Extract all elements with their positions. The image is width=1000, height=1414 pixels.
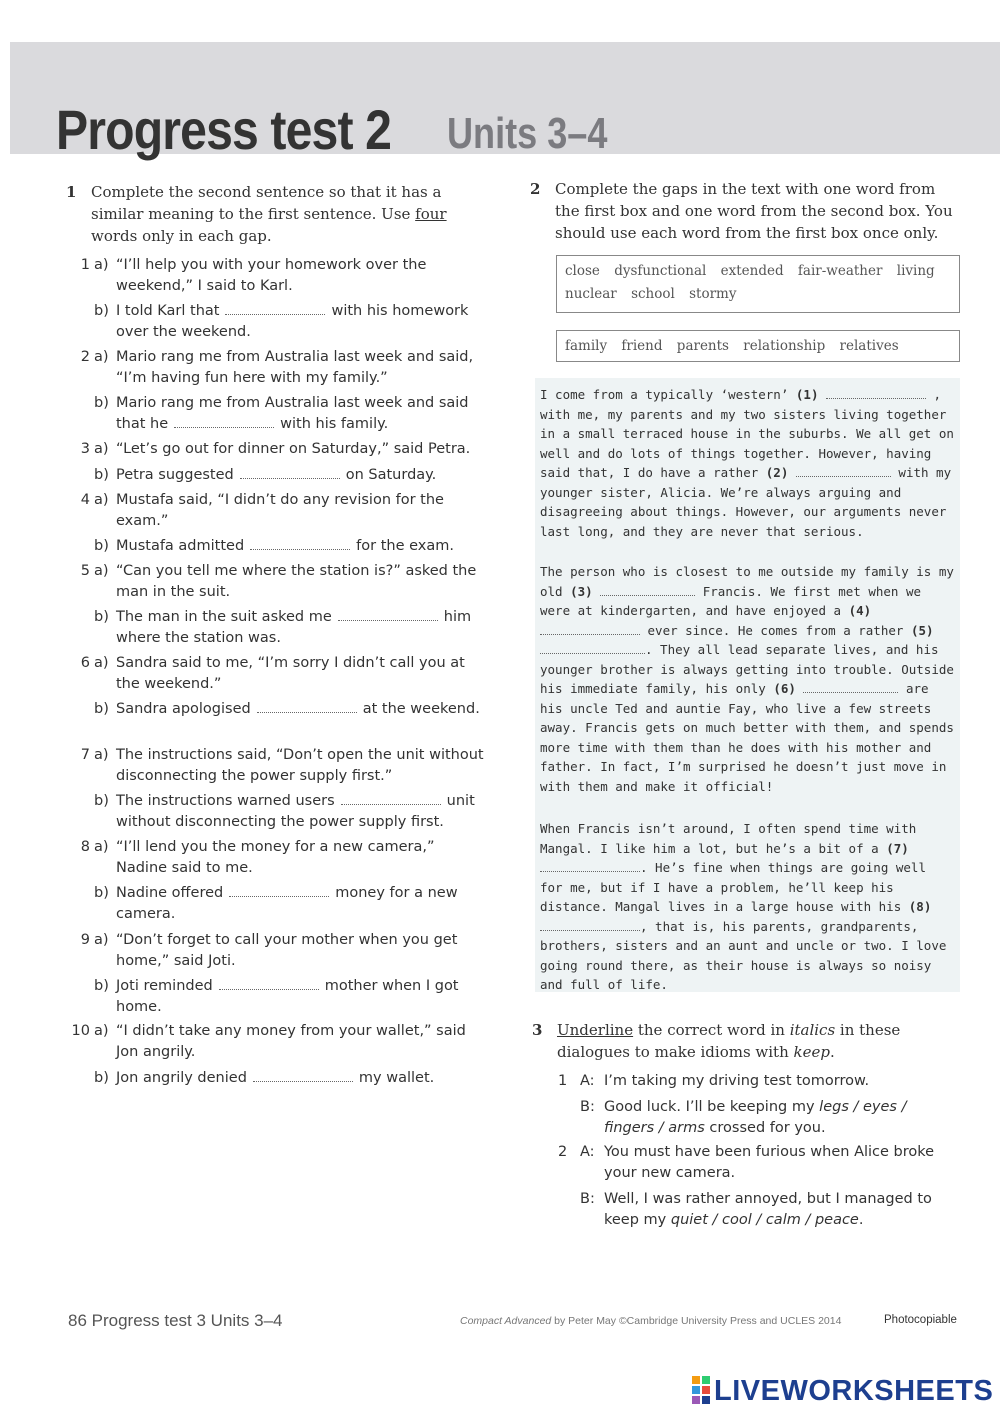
ex1-answer-blank[interactable] (240, 468, 340, 479)
ex1-item-sentence: “Let’s go out for dinner on Saturday,” said Petra. (116, 441, 471, 457)
gap-label: (6) (773, 681, 796, 696)
ex1-item-rewrite: I told Karl that with his homework over the weekend. (116, 303, 469, 340)
footer-photocopiable: Photocopiable (884, 1314, 957, 1326)
ex1-item-letter: b) (94, 303, 109, 319)
idiom-options-2[interactable]: quiet / cool / calm / peace (670, 1212, 859, 1228)
ex1-item-rewrite: Mustafa admitted for the exam. (116, 538, 454, 554)
ex1-item-rewrite: The man in the suit asked me him where the station was. (116, 609, 472, 646)
word-box-1-item: fair-weather (797, 263, 883, 279)
ex1-item-number: 7 (80, 747, 90, 763)
gap-3-blank[interactable] (600, 585, 695, 596)
ex1-answer-blank[interactable] (341, 794, 441, 805)
ex1-item-letter: b) (94, 793, 109, 809)
ex1-item-sentence: “I’ll lend you the money for a new camera,” Nadine said to me. (116, 839, 435, 876)
ex1-item-rewrite: The instructions warned users unit without disconnecting the power supply first. (116, 793, 475, 830)
ex1-item-number: 6 (80, 655, 90, 671)
word-box-1 (556, 255, 960, 313)
ex1-item-letter: b) (94, 538, 109, 554)
ex3-number: 3 (532, 1021, 543, 1039)
reading-paragraph-1: I come from a typically ‘western’ (1) , with me, my parents and my two sisters living together in a small terraced house in the suburbs. We all get on well and do lots of things together. However, having said that, I do have a rather (2) with my younger sister, Alicia. We’re always arguing and disagreeing about things. However, our arguments never last long, and they are never that serious. (540, 387, 954, 539)
ex1-item-letter: a) (94, 655, 109, 671)
ex1-item-number: 3 (80, 441, 90, 457)
liveworksheets-watermark: LIVEWORKSHEETS (692, 1374, 992, 1408)
ex1-item-number: 1 (80, 257, 90, 273)
ex1-answer-blank[interactable] (250, 539, 350, 550)
gap-8-blank[interactable] (540, 920, 640, 931)
ex1-item-letter: b) (94, 978, 109, 994)
ex1-item-rewrite: Joti reminded mother when I got home. (116, 978, 459, 1015)
page-title: Progress test 2 (56, 98, 392, 161)
word-box-1-item: extended (720, 263, 784, 279)
ex1-item-letter: a) (94, 349, 109, 365)
gap-label: (4) (848, 603, 872, 618)
ex1-item-letter: a) (94, 257, 109, 273)
word-box-2-item: family (565, 338, 608, 354)
ex1-item-number: 5 (80, 563, 90, 579)
ex1-item-rewrite: Sandra apologised at the weekend. (116, 701, 480, 717)
ex1-answer-blank[interactable] (338, 610, 438, 621)
ex1-item-number: 2 (80, 349, 90, 365)
word-box-1-item: dysfunctional (614, 263, 707, 279)
word-box-2-item: relatives (839, 338, 899, 354)
page-subtitle-units: Units 3–4 (447, 109, 608, 158)
ex2-instruction: 2 Complete the gaps in the text with one word from the first box and one word from the second box. You should use each word from the first box once only. (530, 180, 953, 242)
ex1-item-sentence: Mario rang me from Australia last week and said, “I’m having fun here with my family.” (116, 349, 474, 386)
ex1-item-letter: a) (94, 932, 109, 948)
ex1-item-letter: b) (94, 609, 109, 625)
ex1-item-letter: b) (94, 1070, 109, 1086)
ex1-item-number: 4 (80, 492, 90, 508)
idiom-options-1[interactable]: legs / eyes / fingers / arms (604, 1099, 907, 1136)
ex1-answer-blank[interactable] (229, 886, 329, 897)
gap-label: (1) (795, 387, 819, 402)
ex1-item-number: 9 (80, 932, 90, 948)
ex1-answer-blank[interactable] (253, 1071, 353, 1082)
ex1-item-letter: a) (94, 563, 109, 579)
word-box-2-item: parents (676, 338, 729, 354)
ex1-item-sentence: “Can you tell me where the station is?” asked the man in the suit. (116, 563, 477, 600)
gap-7-blank[interactable] (540, 861, 640, 872)
reading-paragraph-3: When Francis isn’t around, I often spend time with Mangal. I like him a lot, but he’s a bit of a (7) . He’s fine when things are going well for me, but if I have a problem, he’ll keep his distance. Mangal lives in a large house with his (8) , that is, his parents, grandparents, brothers, sisters and an aunt and uncle or two. I love going round there, as their house is always so noisy and full of life. (540, 821, 947, 992)
ex1-item-rewrite: Petra suggested on Saturday. (116, 467, 437, 483)
footer-credit: Compact Advanced by Peter May ©Cambridge University Press and UCLES 2014 (460, 1315, 842, 1327)
gap-label: (5) (910, 622, 934, 638)
gap-2-blank[interactable] (796, 466, 891, 477)
word-box-1-item: school (631, 286, 675, 302)
word-box-2 (556, 330, 960, 362)
footer-page-label: 86 Progress test 3 Units 3–4 (68, 1311, 283, 1330)
ex1-item-rewrite: Jon angrily denied my wallet. (116, 1070, 435, 1086)
ex1-item-letter: a) (94, 839, 109, 855)
gap-label: (8) (908, 899, 932, 914)
word-box-1-item: living (896, 263, 935, 279)
ex1-item-letter: b) (94, 701, 109, 717)
reading-paragraph-2: The person who is closest to me outside my family is my old (3) Francis. We first met when we were at kindergarten, and have enjoyed a (4) ever since. He comes from a rather (5) . They all lead separate lives, and his younger brother is always getting into trouble. Outside his immediate family, his only (6) are his uncle Ted and auntie Fay, who live a few streets away. Francis gets on much better with them, and spends more time with them than he does with his mother and father. In fact, I’m surprised he doesn’t just move in with them and make it official! (540, 564, 954, 794)
word-box-2-item: relationship (743, 338, 826, 354)
liveworksheets-icon (692, 1376, 710, 1404)
gap-5-blank[interactable] (540, 643, 645, 654)
ex1-item-sentence: Sandra said to me, “I’m sorry I didn’t call you at the weekend.” (116, 655, 465, 692)
gap-4-blank[interactable] (540, 624, 640, 635)
gap-label: (3) (570, 583, 593, 599)
ex2-number: 2 (530, 180, 541, 198)
ex1-item-letter: a) (94, 747, 109, 763)
ex1-item-sentence: The instructions said, “Don’t open the unit without disconnecting the power supply first.” (116, 747, 484, 784)
ex1-item-sentence: “Don’t forget to call your mother when you get home,” said Joti. (116, 932, 458, 969)
ex1-item-rewrite: Mario rang me from Australia last week and said that he with his family. (116, 395, 469, 432)
ex1-item-letter: a) (94, 492, 109, 508)
ex1-item-letter: a) (94, 1023, 109, 1039)
gap-1-blank[interactable] (826, 388, 926, 399)
word-box-1-item: stormy (689, 286, 737, 302)
ex1-instruction: 1 Complete the second sentence so that it has a similar meaning to the first sentence. Use four words only in each gap. (66, 183, 447, 245)
ex1-item-letter: a) (94, 441, 109, 457)
gap-label: (7) (886, 840, 909, 856)
gap-6-blank[interactable] (803, 682, 898, 693)
ex1-item-sentence: “I’ll help you with your homework over the weekend,” I said to Karl. (116, 257, 427, 294)
ex1-item-number: 10 (71, 1023, 90, 1039)
ex1-item-letter: b) (94, 395, 109, 411)
ex1-answer-blank[interactable] (174, 417, 274, 428)
word-box-1-item: close (565, 263, 600, 279)
ex1-item-sentence: “I didn’t take any money from your wallet,” said Jon angrily. (116, 1023, 466, 1060)
word-box-1-item: nuclear (565, 286, 617, 302)
ex1-number: 1 (66, 183, 77, 201)
ex1-item-letter: b) (94, 885, 109, 901)
ex3-instruction: 3 Underline the correct word in italics in these dialogues to make idioms with keep. (532, 1021, 901, 1061)
ex1-item-letter: b) (94, 467, 109, 483)
ex1-item-rewrite: Nadine offered money for a new camera. (116, 885, 458, 922)
ex1-item-sentence: Mustafa said, “I didn’t do any revision for the exam.” (116, 492, 444, 529)
ex1-answer-blank[interactable] (219, 979, 319, 990)
ex1-answer-blank[interactable] (225, 304, 325, 315)
word-box-2-item: friend (621, 338, 663, 354)
ex1-item-number: 8 (80, 839, 90, 855)
ex1-answer-blank[interactable] (257, 702, 357, 713)
gap-label: (2) (765, 465, 789, 480)
